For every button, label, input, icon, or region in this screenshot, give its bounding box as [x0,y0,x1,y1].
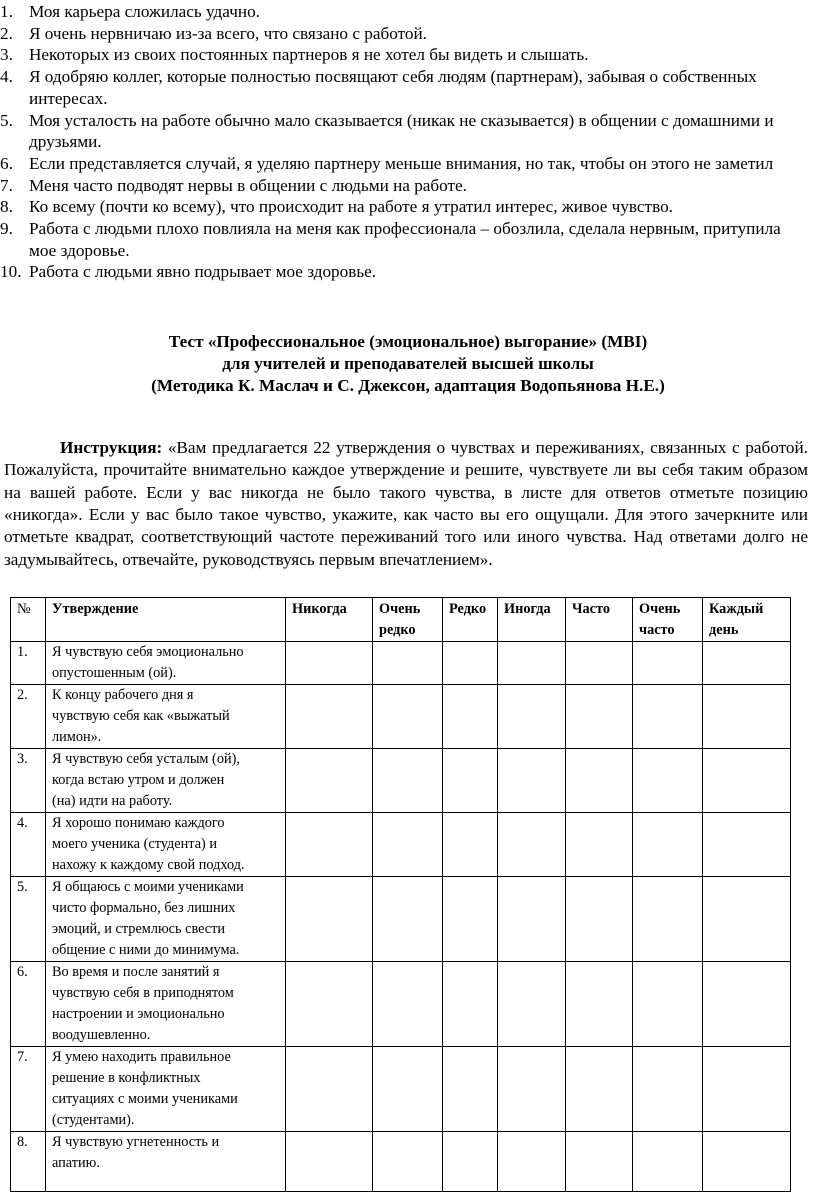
answer-cell[interactable] [443,877,498,962]
answer-cell[interactable] [633,1047,703,1132]
answer-cell[interactable] [286,1132,373,1192]
answer-cell[interactable] [373,1047,443,1132]
answer-cell[interactable] [566,1132,633,1192]
instruction-text: «Вам предлагается 22 утверждения о чувствах и переживаниях, связанных с работой. Пожалуйста, прочитайте внимательно каждое утверждение и решите, чувствуете ли вы себя таким образом на вашей работе. Если у вас никогда не было такого чувства, в листе для ответов отметьте позицию «никогда». Если у вас было такое чувство, укажите, как часто вы его ощущали. Для этого зачеркните или отметьте квадрат, соответствующий частоте переживаний того или иного чувства. Над ответами долго не задумывайтесь, отвечайте, руководствуясь первым впечатлением». [4,438,808,569]
answer-cell[interactable] [633,749,703,813]
row-number: 4. [11,813,46,877]
row-number: 8. [11,1132,46,1192]
list-item [0,110,800,153]
item-number: 6. [0,153,13,173]
answer-cell[interactable] [443,1047,498,1132]
statement-cell: Я чувствую угнетенность и апатию. [46,1132,286,1192]
table-row [11,685,791,749]
answer-cell[interactable] [443,642,498,685]
table-row [11,642,791,685]
answer-cell[interactable] [443,749,498,813]
column-header: Очень редко [373,598,443,642]
row-number: 6. [11,962,46,1047]
list-item [0,175,800,197]
item-number: 7. [0,175,13,195]
answer-cell[interactable] [633,1132,703,1192]
item-text: Ко всему (почти ко всему), что происходит на работе я утратил интерес, живое чувство. [29,197,673,217]
table-row [11,1132,791,1192]
item-number: 4. [0,67,13,87]
statement-cell: Я хорошо понимаю каждого моего ученика (студента) и нахожу к каждому свой подход. [46,813,286,877]
answer-cell[interactable] [373,877,443,962]
list-item [0,1,800,23]
item-text: Я одобряю коллег, которые полностью посвящают себя людям (партнерам), забывая о собственных интересах. [29,67,757,108]
answer-cell[interactable] [286,813,373,877]
list-item [0,261,800,283]
table-row [11,749,791,813]
table-row [11,877,791,962]
answer-cell[interactable] [703,642,791,685]
answer-cell[interactable] [443,962,498,1047]
answer-cell[interactable] [498,1132,566,1192]
answer-cell[interactable] [443,813,498,877]
answer-cell[interactable] [633,962,703,1047]
answer-cell[interactable] [566,685,633,749]
answer-cell[interactable] [566,642,633,685]
answer-cell[interactable] [566,813,633,877]
answer-cell[interactable] [373,813,443,877]
item-number: 5. [0,110,13,130]
answer-cell[interactable] [373,962,443,1047]
table-row [11,813,791,877]
list-item [0,44,800,66]
statement-cell: Я общаюсь с моими учениками чисто формально, без лишних эмоций, и стремлюсь свести общение с ними до минимума. [46,877,286,962]
answer-cell[interactable] [703,877,791,962]
title-line: Тест «Профессиональное (эмоциональное) выгорание» (MBI) [168,332,648,351]
answer-cell[interactable] [498,1047,566,1132]
list-item [0,218,800,261]
column-header: Никогда [286,598,373,642]
answer-cell[interactable] [703,1132,791,1192]
answer-cell[interactable] [703,962,791,1047]
answer-cell[interactable] [286,962,373,1047]
answer-cell[interactable] [498,749,566,813]
column-header: № [11,598,46,642]
item-text: Моя карьера сложилась удачно. [29,2,260,21]
instruction-label: Инструкция: [60,438,163,458]
answer-cell[interactable] [286,749,373,813]
answer-cell[interactable] [633,685,703,749]
item-number: 9. [0,219,13,239]
item-text: Работа с людьми явно подрывает мое здоровье. [29,262,377,282]
item-text: Меня часто подводят нервы в общении с людьми на работе. [29,175,467,195]
column-header: Очень часто [633,598,703,642]
test-title [0,331,816,397]
item-number: 8. [0,197,13,217]
answer-cell[interactable] [703,813,791,877]
item-text: Работа с людьми плохо повлияла на меня как профессионала – обозлила, сделала нервным, притупила мое здоровье. [29,219,781,260]
answer-cell[interactable] [703,749,791,813]
column-header: Каждый день [703,598,791,642]
row-number: 3. [11,749,46,813]
answer-cell[interactable] [373,749,443,813]
answer-cell[interactable] [566,749,633,813]
table-row [11,1047,791,1132]
answer-cell[interactable] [286,1047,373,1132]
answer-cell[interactable] [373,685,443,749]
answer-cell[interactable] [498,877,566,962]
statement-cell: Я чувствую себя эмоционально опустошенным (ой). [46,642,286,685]
answer-cell[interactable] [286,685,373,749]
answer-cell[interactable] [703,685,791,749]
answer-table [10,597,791,1192]
statement-list [0,1,800,283]
answer-cell[interactable] [566,877,633,962]
answer-cell[interactable] [286,642,373,685]
item-number: 1. [0,2,13,21]
statement-cell: Во время и после занятий я чувствую себя в приподнятом настроении и эмоционально воодушевленно. [46,962,286,1047]
answer-cell[interactable] [566,1047,633,1132]
item-number: 2. [0,23,13,43]
answer-cell[interactable] [633,813,703,877]
row-number: 2. [11,685,46,749]
statement-cell: Я чувствую себя усталым (ой), когда встаю утром и должен (на) идти на работу. [46,749,286,813]
answer-cell[interactable] [373,642,443,685]
statement-cell: К концу рабочего дня я чувствую себя как «выжатый лимон». [46,685,286,749]
list-item [0,23,800,45]
title-line: (Методика К. Маслач и С. Джексон, адаптация Водопьянова Н.Е.) [151,376,665,395]
answer-cell[interactable] [633,877,703,962]
item-text: Я очень нервничаю из-за всего, что связано с работой. [29,23,427,43]
answer-cell[interactable] [498,962,566,1047]
item-text: Некоторых из своих постоянных партнеров я не хотел бы видеть и слышать. [29,45,589,65]
instruction-paragraph [4,437,808,571]
item-number: 10. [0,262,22,282]
answer-cell[interactable] [633,642,703,685]
answer-cell[interactable] [498,813,566,877]
statement-cell: Я умею находить правильное решение в конфликтных ситуациях с моими учениками (студентами). [46,1047,286,1132]
title-line: для учителей и преподавателей высшей школы [222,354,594,373]
list-item [0,153,800,175]
column-header: Часто [566,598,633,642]
answer-cell[interactable] [443,685,498,749]
list-item [0,66,800,109]
answer-cell[interactable] [286,877,373,962]
answer-cell[interactable] [373,1132,443,1192]
column-header: Иногда [498,598,566,642]
item-text: Моя усталость на работе обычно мало сказывается (никак не сказывается) в общении с домашними и друзьями. [29,110,774,152]
item-number: 3. [0,45,13,65]
table-row [11,962,791,1047]
answer-cell[interactable] [498,642,566,685]
row-number: 1. [11,642,46,685]
answer-cell[interactable] [498,685,566,749]
item-text: Если представляется случай, я уделяю партнеру меньше внимания, но так, чтобы он этого не заметил [29,153,774,173]
answer-cell[interactable] [703,1047,791,1132]
row-number: 7. [11,1047,46,1132]
list-item [0,196,800,218]
column-header: Утверждение [46,598,286,642]
answer-cell[interactable] [443,1132,498,1192]
column-header: Редко [443,598,498,642]
answer-cell[interactable] [566,962,633,1047]
row-number: 5. [11,877,46,962]
